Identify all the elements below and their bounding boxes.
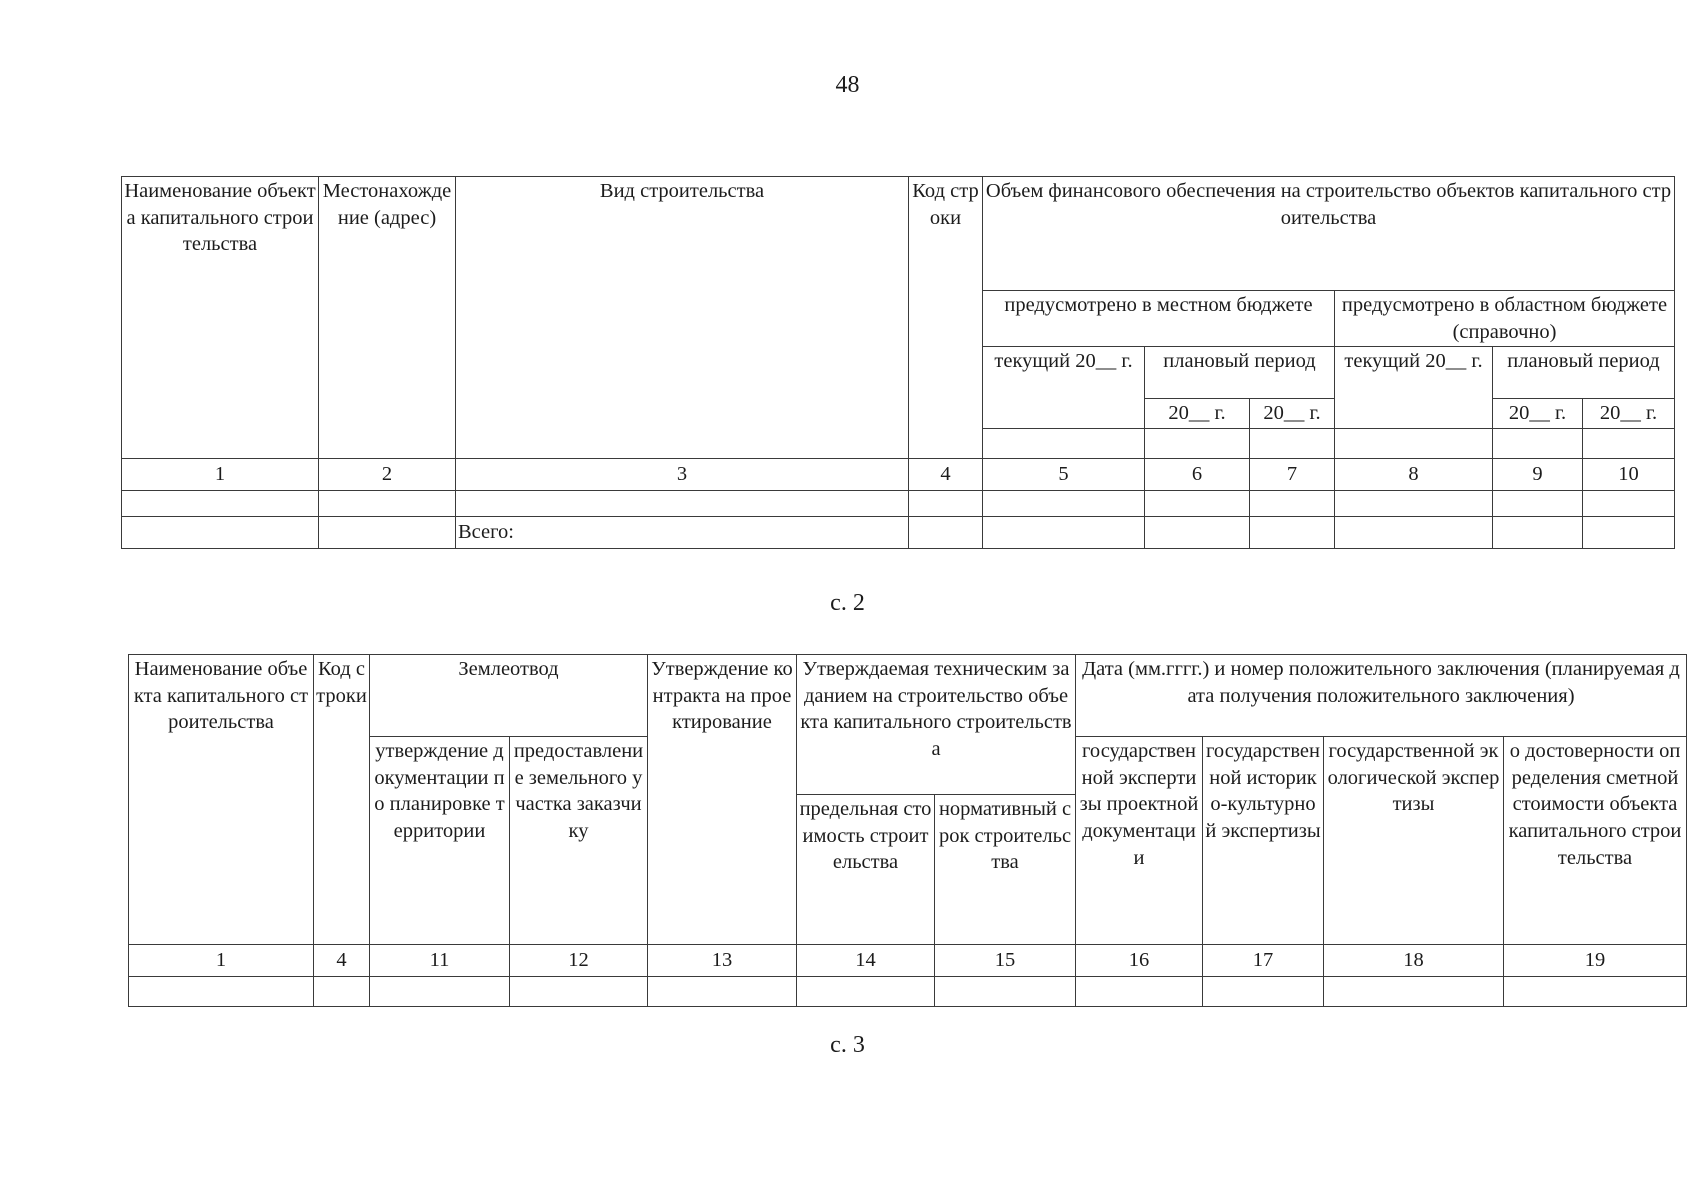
header-location: Местонахождение (адрес) bbox=[319, 177, 456, 459]
header-local-planned-period: плановый период bbox=[1145, 347, 1335, 399]
header-local-budget: предусмотрено в местном бюджете bbox=[983, 291, 1335, 347]
header-eco-expertise: государственной экологической экспертизы bbox=[1324, 737, 1504, 945]
header-row-code: Код строки bbox=[314, 655, 370, 945]
header-object-name: Наименование объекта капитального строительства bbox=[122, 177, 319, 459]
header-local-current-year: текущий 20__ г. bbox=[983, 347, 1145, 429]
header-max-cost: предельная стоимость строительства bbox=[797, 795, 935, 945]
header-norm-term: нормативный срок строительства bbox=[935, 795, 1076, 945]
column-number: 19 bbox=[1504, 945, 1687, 977]
column-number: 16 bbox=[1076, 945, 1203, 977]
header-funding-volume: Объем финансового обеспечения на строительство объектов капитального строительства bbox=[983, 177, 1675, 291]
column-number: 7 bbox=[1250, 458, 1335, 490]
column-number: 2 bbox=[319, 458, 456, 490]
column-number: 3 bbox=[456, 458, 909, 490]
column-number: 18 bbox=[1324, 945, 1504, 977]
column-number: 15 bbox=[935, 945, 1076, 977]
header-regional-planned-period: плановый период bbox=[1493, 347, 1675, 399]
header-conclusion-date: Дата (мм.гггг.) и номер положительного заключения (планируемая дата получения положительного заключения) bbox=[1076, 655, 1687, 737]
header-cost-reliability: о достоверности определения сметной стоимости объекта капитального строительства bbox=[1504, 737, 1687, 945]
header-regional-year-a: 20__ г. bbox=[1493, 399, 1583, 429]
column-number: 13 bbox=[648, 945, 797, 977]
column-number: 17 bbox=[1203, 945, 1324, 977]
header-regional-current-year: текущий 20__ г. bbox=[1335, 347, 1493, 429]
header-land-allocation: Землеотвод bbox=[370, 655, 648, 737]
table-row bbox=[122, 490, 1675, 516]
header-row-code: Код строки bbox=[909, 177, 983, 459]
header-land-provision: предоставление земельного участка заказчику bbox=[510, 737, 648, 945]
header-object-name: Наименование объекта капитального строительства bbox=[129, 655, 314, 945]
header-local-year-b: 20__ г. bbox=[1250, 399, 1335, 429]
column-number: 14 bbox=[797, 945, 935, 977]
page-number: 48 bbox=[835, 72, 860, 98]
header-local-year-a: 20__ г. bbox=[1145, 399, 1250, 429]
header-state-expertise: государственной экспертизы проектной документации bbox=[1076, 737, 1203, 945]
column-number: 5 bbox=[983, 458, 1145, 490]
total-row bbox=[122, 516, 1675, 548]
header-heritage-expertise: государственной историко-культурной экспертизы bbox=[1203, 737, 1324, 945]
column-number-row bbox=[122, 458, 1675, 490]
header-tech-task: Утверждаемая техническим заданием на строительство объекта капитального строительства bbox=[797, 655, 1076, 795]
header-construction-type: Вид строительства bbox=[456, 177, 909, 459]
column-number-row bbox=[129, 945, 1687, 977]
header-regional-year-b: 20__ г. bbox=[1583, 399, 1675, 429]
capital-construction-funding-table bbox=[121, 176, 1675, 549]
header-approval-docs: утверждение документации по планировке территории bbox=[370, 737, 510, 945]
column-number: 1 bbox=[129, 945, 314, 977]
table-row bbox=[129, 976, 1687, 1006]
column-number: 9 bbox=[1493, 458, 1583, 490]
page-caption: с. 2 bbox=[830, 590, 865, 616]
header-regional-budget: предусмотрено в областном бюджете (справочно) bbox=[1335, 291, 1675, 347]
column-number: 6 bbox=[1145, 458, 1250, 490]
column-number: 1 bbox=[122, 458, 319, 490]
page-caption: с. 3 bbox=[830, 1032, 865, 1058]
column-number: 4 bbox=[314, 945, 370, 977]
column-number: 10 bbox=[1583, 458, 1675, 490]
column-number: 4 bbox=[909, 458, 983, 490]
capital-construction-approvals-table bbox=[128, 654, 1687, 1007]
column-number: 12 bbox=[510, 945, 648, 977]
column-number: 8 bbox=[1335, 458, 1493, 490]
column-number: 11 bbox=[370, 945, 510, 977]
header-design-contract: Утверждение контракта на проектирование bbox=[648, 655, 797, 945]
total-label: Всего: bbox=[456, 516, 909, 548]
